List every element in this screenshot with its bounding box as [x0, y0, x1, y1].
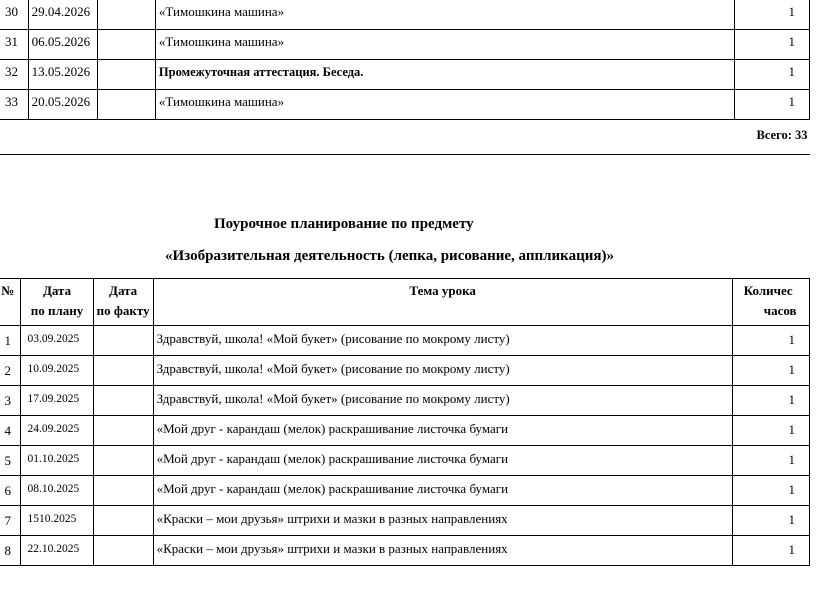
row-date-plan: 1510.2025: [21, 506, 93, 536]
row-topic: «Краски – мои друзья» штрихи и мазки в разных направлениях: [153, 536, 732, 566]
row-hours: 1: [732, 416, 809, 446]
table-row: [0, 446, 810, 476]
row-date-fact: [93, 386, 153, 416]
row-topic: «Краски – мои друзья» штрихи и мазки в разных направлениях: [153, 506, 732, 536]
row-number: 33: [0, 90, 28, 120]
row-number: 5: [0, 446, 21, 476]
row-date-plan: 20.05.2026: [28, 90, 98, 120]
row-date-plan: 24.09.2025: [21, 416, 93, 446]
row-date-fact: [93, 446, 153, 476]
row-topic: Здравствуй, школа! «Мой букет» (рисование по мокрому листу): [153, 326, 732, 356]
table-row: [0, 60, 810, 90]
row-hours: 1: [734, 0, 809, 30]
table-row: [0, 90, 810, 120]
row-topic: «Тимошкина машина»: [155, 30, 734, 60]
header-date-fact: Дата по факту: [93, 279, 153, 326]
row-number: 4: [0, 416, 21, 446]
row-date-plan: 13.05.2026: [28, 60, 98, 90]
row-topic: Промежуточная аттестация. Беседа.: [155, 60, 734, 90]
row-date-fact: [93, 476, 153, 506]
header-topic: Тема урока: [153, 279, 732, 326]
table-row: [0, 326, 810, 356]
header-date-plan: Дата по плану: [21, 279, 93, 326]
table-row: [0, 356, 810, 386]
row-date-plan: 17.09.2025: [21, 386, 93, 416]
row-hours: 1: [734, 90, 809, 120]
subject-title: «Изобразительная деятельность (лепка, рисование, аппликация)»: [165, 248, 614, 264]
row-number: 3: [0, 386, 21, 416]
row-hours: 1: [734, 60, 809, 90]
row-date-fact: [93, 356, 153, 386]
planning-title: Поурочное планирование по предмету: [214, 216, 474, 232]
row-number: 2: [0, 356, 21, 386]
row-date-plan: 06.05.2026: [28, 30, 98, 60]
table-row: [0, 30, 810, 60]
row-date-fact: [98, 90, 155, 120]
previous-lessons-table: [0, 0, 810, 155]
row-topic: Здравствуй, школа! «Мой букет» (рисование по мокрому листу): [153, 386, 732, 416]
row-hours: 1: [732, 506, 809, 536]
table-row: [0, 536, 810, 566]
table-row: [0, 0, 810, 30]
row-date-fact: [93, 506, 153, 536]
row-hours: 1: [732, 356, 809, 386]
row-date-plan: 08.10.2025: [21, 476, 93, 506]
row-topic: «Мой друг - карандаш (мелок) раскрашивание листочка бумаги: [153, 446, 732, 476]
table-row: [0, 476, 810, 506]
row-number: 8: [0, 536, 21, 566]
row-hours: 1: [732, 386, 809, 416]
row-date-fact: [93, 536, 153, 566]
row-topic: «Тимошкина машина»: [155, 0, 734, 30]
row-number: 1: [0, 326, 21, 356]
row-hours: 1: [732, 476, 809, 506]
header-number: №: [0, 279, 21, 326]
row-date-fact: [98, 0, 155, 30]
row-date-plan: 22.10.2025: [21, 536, 93, 566]
row-number: 7: [0, 506, 21, 536]
row-topic: «Мой друг - карандаш (мелок) раскрашивание листочка бумаги: [153, 476, 732, 506]
row-number: 30: [0, 0, 28, 30]
table-row: [0, 506, 810, 536]
row-date-plan: 29.04.2026: [28, 0, 98, 30]
header-hours: Количес часов: [732, 279, 809, 326]
row-topic: «Тимошкина машина»: [155, 90, 734, 120]
row-date-plan: 03.09.2025: [21, 326, 93, 356]
row-hours: 1: [734, 30, 809, 60]
row-date-fact: [93, 416, 153, 446]
row-hours: 1: [732, 446, 809, 476]
row-hours: 1: [732, 326, 809, 356]
row-topic: Здравствуй, школа! «Мой букет» (рисование по мокрому листу): [153, 356, 732, 386]
table-row: [0, 416, 810, 446]
lesson-plan-table: [0, 278, 810, 566]
row-hours: 1: [732, 536, 809, 566]
row-number: 32: [0, 60, 28, 90]
table-row: [0, 386, 810, 416]
row-number: 31: [0, 30, 28, 60]
row-topic: «Мой друг - карандаш (мелок) раскрашивание листочка бумаги: [153, 416, 732, 446]
total-hours: Всего: 33: [0, 120, 810, 155]
row-date-plan: 01.10.2025: [21, 446, 93, 476]
row-date-fact: [98, 30, 155, 60]
row-date-fact: [93, 326, 153, 356]
row-date-fact: [98, 60, 155, 90]
total-row: [0, 120, 810, 155]
row-date-plan: 10.09.2025: [21, 356, 93, 386]
row-number: 6: [0, 476, 21, 506]
table-header-row: [0, 279, 810, 326]
